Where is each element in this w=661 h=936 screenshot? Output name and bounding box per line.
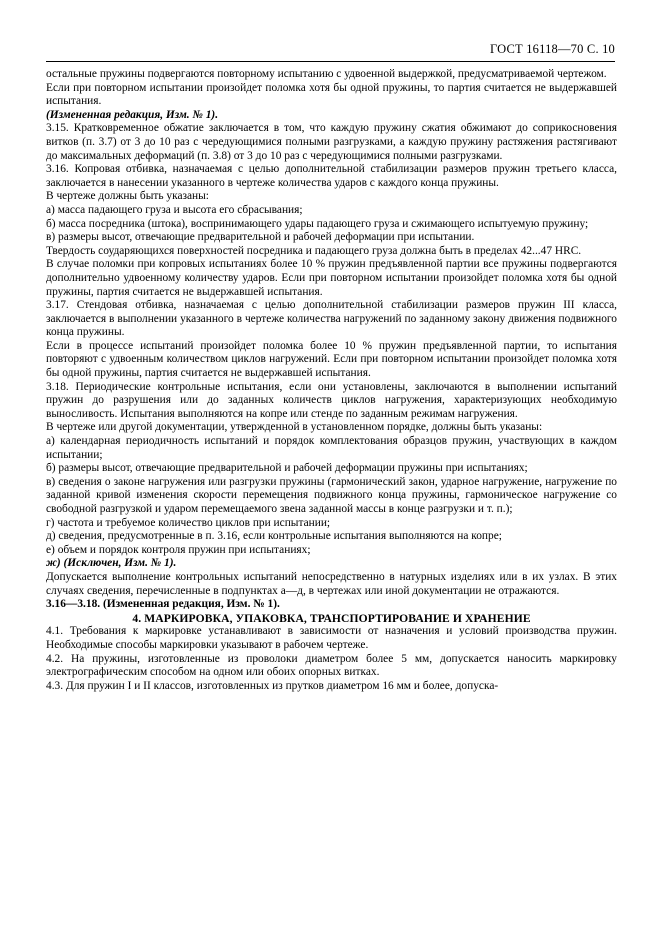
list2-item-g: г) частота и требуемое количество циклов при испытании; xyxy=(46,516,331,529)
paragraph-drawing-list-intro: В чертеже должны быть указаны: xyxy=(46,190,209,203)
page-body xyxy=(46,68,617,693)
list2-item-b: б) размеры высот, отвечающие предварительной и рабочей деформации пружины при испытаниях; xyxy=(46,462,528,475)
paragraph-3-17: 3.17. Стендовая отбивка, назначаемая с целью дополнительной стабилизации размеров пружин III класса, заключается в выполнении указанного в чертеже количества нагружений по заданному закону движения подвижного конца пружины. xyxy=(46,299,617,339)
list-item-b: б) масса посредника (штока), воспринимающего удары падающего груза и сжимающего испытуемую пружину; xyxy=(46,217,589,230)
paragraph-3-18: 3.18. Периодические контрольные испытания, если они установлены, заключаются в выполнении испытаний пружин до разрушения или до заданных количеств циклов нагружения, характеризующих необходимую выносливость. Испытания выполняются на копре или стенде по заданным режимам нагружения. xyxy=(46,380,617,420)
paragraph-kopr-fail: В случае поломки при копровых испытаниях более 10 % пружин предъявленной партии все пружины подвергаются дополнительно удвоенному количеству ударов. Если при повторном испытании произойдет поломка хотя бы одной пружины, партия считается не выдержавшей испытания. xyxy=(46,258,617,298)
list-item-a: а) масса падающего груза и высота его сбрасывания; xyxy=(46,203,303,216)
list2-item-d: д) сведения, предусмотренные в п. 3.16, если контрольные испытания выполняются на копре; xyxy=(46,530,502,543)
paragraph-4-3: 4.3. Для пружин I и II классов, изготовленных из прутков диаметром 16 мм и более, допуска- xyxy=(46,679,499,692)
paragraph-revision-note-1: (Измененная редакция, Изм. № 1). xyxy=(46,108,219,121)
paragraph-3-16: 3.16. Копровая отбивка, назначаемая с целью дополнительной стабилизации размеров пружин третьего класса, заключается в нанесении указанного в чертеже количества ударов с каждого конца пружины. xyxy=(46,163,617,189)
paragraph-allowed: Допускается выполнение контрольных испытаний непосредственно в натурных изделиях или в их узлах. В этих случаях сведения, перечисленные в подпунктах а—д, в чертежах или иной документации не отражаются. xyxy=(46,570,617,597)
paragraph-docs-intro: В чертеже или другой документации, утвержденной в установленном порядке, должны быть указаны: xyxy=(46,421,543,434)
list2-item-zh: ж) (Исключен, Изм. № 1). xyxy=(46,557,177,570)
paragraph-stand-fail: Если в процессе испытаний произойдет поломка более 10 % пружин предъявленной партии, то испытания повторяют с удвоенным количеством циклов нагружений. Если при повторном испытании произойдет поломка хотя бы одной пружины, партия считается не выдержавшей испытания. xyxy=(46,339,617,380)
paragraph-revision-note-2: 3.16—3.18. (Измененная редакция, Изм. № 1). xyxy=(46,598,280,611)
list2-item-v: в) сведения о законе нагружения или разгрузки пружины (гармонический закон, ударное нагружение, нагружение по заданной кривой изменения скорости перемещения подвижного конца пружины, гармоническое нагружение со свободной разгрузкой и ударом перемещаемого звена заданной массы в конце разгрузки и т. п.); xyxy=(46,475,617,515)
list2-item-a: а) календарная периодичность испытаний и порядок комплектования образцов пружин, участвующих в каждом испытании; xyxy=(46,435,617,461)
paragraph-repeat-test: Если при повторном испытании произойдет поломка хотя бы одной пружины, то партия считается не выдержавшей испытания. xyxy=(46,81,617,108)
header-rule xyxy=(46,61,615,62)
paragraph-hardness: Твердость соударяющихся поверхностей посредника и падающего груза должна быть в пределах 42...47 HRC. xyxy=(46,244,582,257)
list-item-v: в) размеры высот, отвечающие предварительной и рабочей деформации при испытании. xyxy=(46,231,475,244)
section-heading-4: 4. МАРКИРОВКА, УПАКОВКА, ТРАНСПОРТИРОВАНИЕ И ХРАНЕНИЕ xyxy=(132,611,531,625)
paragraph-4-2: 4.2. На пружины, изготовленные из проволоки диаметром более 5 мм, допускается наносить маркировку электрографическим способом на одном или обоих опорных витках. xyxy=(46,652,617,679)
paragraph-3-15: 3.15. Кратковременное обжатие заключается в том, что каждую пружину сжатия обжимают до соприкосновения витков (п. 3.7) от 3 до 10 раз с чередующимися полными разгрузками, а каждую пружину растяжения растягивают до максимальных деформаций (п. 3.8) от 3 до 10 раз с чередующимися полными разгрузками. xyxy=(46,122,617,162)
paragraph-continuation: остальные пружины подвергаются повторному испытанию с удвоенной выдержкой, предусматриваемой чертежом. xyxy=(46,68,607,80)
paragraph-4-1: 4.1. Требования к маркировке устанавливают в зависимости от назначения и условий производства пружин. Необходимые способы маркировки указывают в рабочем чертеже. xyxy=(46,625,617,651)
page-header: ГОСТ 16118—70 С. 10 xyxy=(490,42,615,56)
list2-item-e: е) объем и порядок контроля пружин при испытаниях; xyxy=(46,543,311,556)
